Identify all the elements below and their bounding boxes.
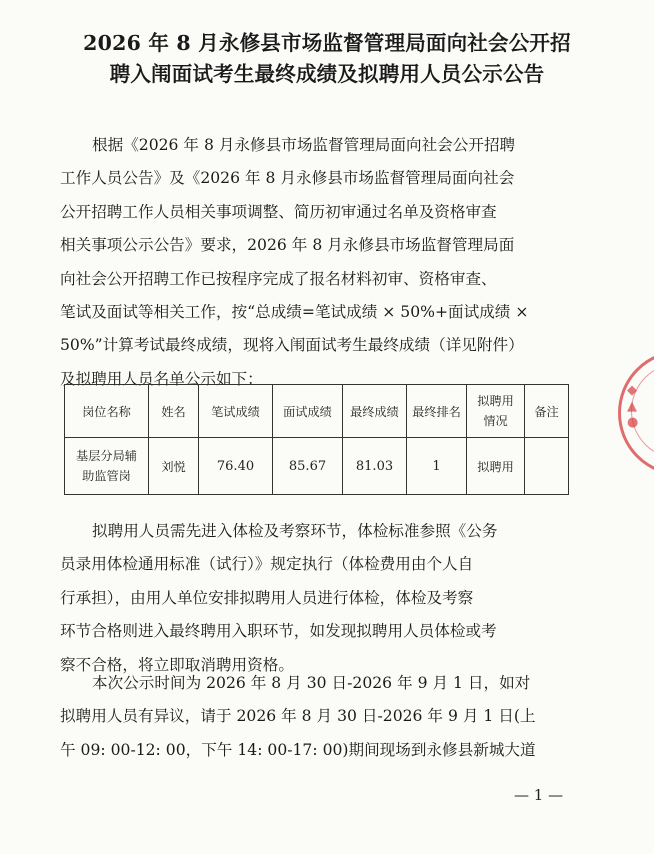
title-line-1: 2026 年 8 月永修县市场监督管理局面向社会公开招 <box>83 31 571 55</box>
table-header-row <box>65 385 569 438</box>
paragraph-line: 本次公示时间为 2026 年 8 月 30 日-2026 年 9 月 1 日，如对 <box>92 674 531 692</box>
paragraph-line: 笔试及面试等相关工作，按“总成绩=笔试成绩 × 50%+面试成绩 × <box>60 303 529 322</box>
paragraph-line: 向社会公开招聘工作已按程序完成了报名材料初审、资格审查、 <box>60 269 497 288</box>
header-interview-score: 面试成绩 <box>273 385 343 438</box>
page-title <box>40 28 614 90</box>
header-final-rank: 最终排名 <box>407 385 467 438</box>
cell-position-line: 助监管岗 <box>82 469 131 483</box>
paragraph-intro <box>60 129 580 396</box>
paragraph-line: 拟聘用人员有异议，请于 2026 年 8 月 30 日-2026 年 9 月 1 日(上 <box>60 707 536 726</box>
page-number: — 1 — <box>514 786 564 804</box>
cell-position <box>65 438 149 495</box>
paragraph-line: 50%”计算考试最终成绩，现将入闱面试考生最终成绩（详见附件） <box>60 336 524 355</box>
title-line-2: 聘入闱面试考生最终成绩及拟聘用人员公示公告 <box>109 62 545 86</box>
cell-name: 刘悦 <box>149 438 199 495</box>
header-hire-status-line: 拟聘用 <box>477 394 514 408</box>
paragraph-line: 公开招聘工作人员相关事项调整、简历初审通过名单及资格审查 <box>60 202 497 221</box>
paragraph-line: 环节合格则进入最终聘用入职环节，如发现拟聘用人员体检或考 <box>60 622 497 641</box>
paragraph-line: 午 09: 00-12: 00，下午 14: 00-17: 00)期间现场到永修县新城大道 <box>60 740 536 759</box>
cell-position-line: 基层分局辅 <box>76 449 137 463</box>
official-seal-marks: ◆ ▲ ● <box>627 383 639 430</box>
paragraph-publicity-period <box>60 667 580 767</box>
cell-interview-score: 85.67 <box>273 438 343 495</box>
table-row <box>65 438 569 495</box>
cell-written-score: 76.40 <box>199 438 273 495</box>
cell-final-score: 81.03 <box>343 438 407 495</box>
paragraph-line: 拟聘用人员需先进入体检及考察环节，体检标准参照《公务 <box>92 522 498 540</box>
official-seal <box>618 350 654 476</box>
paragraph-line: 员录用体检通用标准（试行）》规定执行（体检费用由个人自 <box>60 555 474 574</box>
cell-remark <box>525 438 569 495</box>
paragraph-medical-check <box>60 515 580 682</box>
header-position: 岗位名称 <box>65 385 149 438</box>
paragraph-line: 察不合格，将立即取消聘用资格。 <box>60 655 294 674</box>
paragraph-line: 相关事项公示公告》要求，2026 年 8 月永修县市场监督管理局面 <box>60 236 515 255</box>
header-remark: 备注 <box>525 385 569 438</box>
header-final-score: 最终成绩 <box>343 385 407 438</box>
paragraph-line: 行承担），由用人单位安排拟聘用人员进行体检，体检及考察 <box>60 588 474 607</box>
paragraph-line: 根据《2026 年 8 月永修县市场监督管理局面向社会公开招聘 <box>92 136 516 154</box>
cell-hire-status: 拟聘用 <box>467 438 525 495</box>
header-hire-status-line: 情况 <box>483 414 508 428</box>
cell-final-rank: 1 <box>407 438 467 495</box>
header-name: 姓名 <box>149 385 199 438</box>
paragraph-line: 及拟聘用人员名单公示如下： <box>60 369 263 388</box>
header-hire-status <box>467 385 525 438</box>
paragraph-line: 工作人员公告》及《2026 年 8 月永修县市场监督管理局面向社会 <box>60 169 515 188</box>
header-written-score: 笔试成绩 <box>199 385 273 438</box>
results-table <box>64 384 569 495</box>
